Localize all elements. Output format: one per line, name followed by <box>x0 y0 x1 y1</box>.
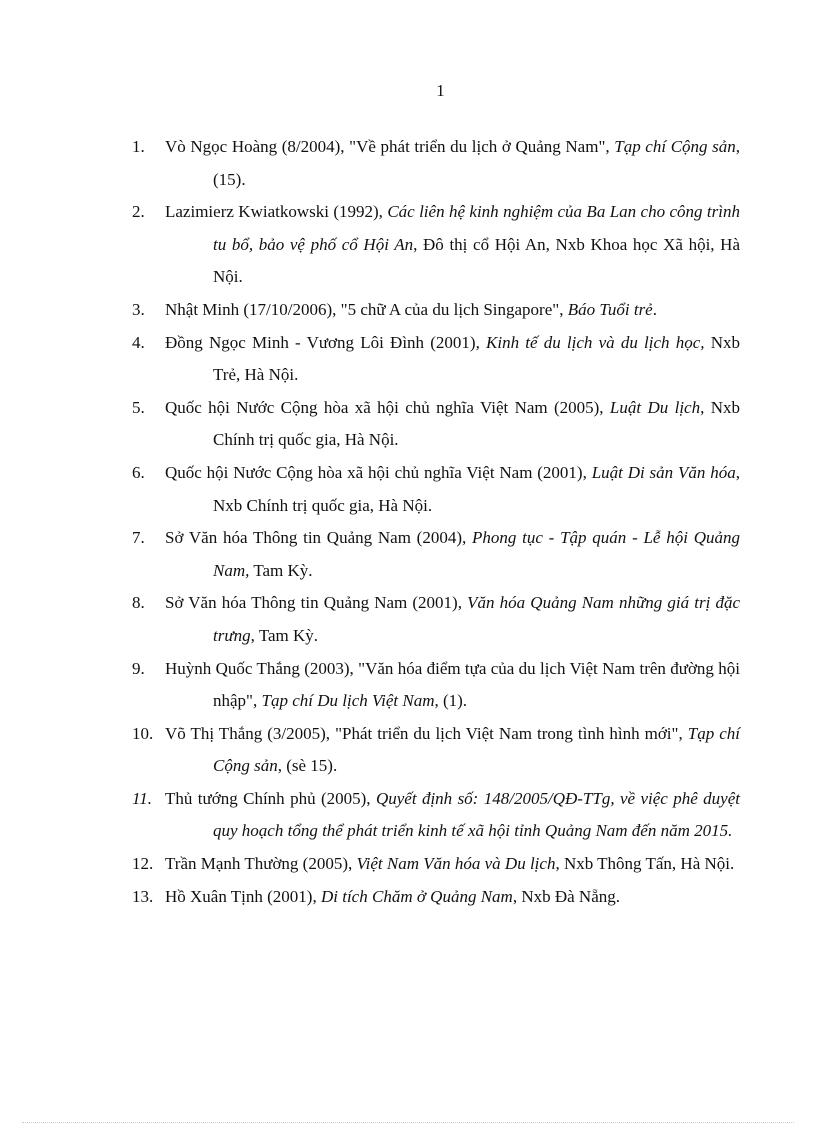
reference-title: Văn hóa Quảng Nam những giá trị đặc trưng <box>213 593 741 645</box>
reference-number: 6. <box>132 462 145 482</box>
reference-details: . <box>652 299 657 319</box>
reference-number: 10. <box>132 723 154 743</box>
reference-title: "5 chữ A của du lịch Singapore", <box>340 299 568 319</box>
reference-title: Các liên hệ kinh nghiệm của Ba Lan cho công trình tu bổ, bảo vệ phố cổ Hội An <box>213 202 740 254</box>
reference-author: Quốc hội Nước Cộng hòa xã hội chủ nghĩa Việt Nam (2005), <box>165 397 610 417</box>
reference-list <box>132 131 740 913</box>
reference-item <box>132 718 740 783</box>
reference-title: Luật Du lịch <box>609 397 701 417</box>
reference-title: "Về phát triển du lịch ở Quảng Nam", <box>349 137 615 156</box>
reference-details: , Nxb Chính trị quốc gia, Hà Nội. <box>213 397 740 450</box>
reference-item <box>132 587 740 652</box>
reference-source: Tạp chí Du lịch Việt Nam <box>261 691 435 711</box>
reference-source: Tạp chí Cộng sản <box>614 137 736 156</box>
reference-details: , Nxb Đà Nẵng. <box>512 886 620 906</box>
page-number: 1 <box>436 81 445 100</box>
reference-author: Đồng Ngọc Minh - Vương Lôi Đình (2001) <box>165 332 476 352</box>
reference-title: Quyết định số: 148/2005/QĐ-TTg, về việc phê duyệt quy hoạch tổng thể phát triển kinh tế xã hội tỉnh Quảng Nam đến năm 2015 <box>213 788 740 841</box>
reference-author: Quốc hội Nước Cộng hòa xã hội chủ nghĩa Việt Nam (2001), <box>165 462 592 482</box>
reference-title: Luật Di sản Văn hóa <box>591 462 736 482</box>
reference-title: Phong tục - Tập quán - Lễ hội Quảng Nam, <box>213 528 740 580</box>
reference-details: Nxb Trẻ, Hà Nội. <box>213 332 741 385</box>
reference-item <box>132 653 740 718</box>
reference-number: 8. <box>132 593 145 613</box>
reference-details: , (1). <box>434 691 468 711</box>
reference-item <box>132 294 740 327</box>
reference-author: Sở Văn hóa Thông tin Quảng Nam (2001), <box>165 593 468 613</box>
reference-author: Vò Ngọc Hoàng (8/2004), <box>165 137 350 156</box>
reference-item <box>132 881 740 914</box>
reference-item <box>132 196 740 294</box>
reference-details: , (sè 15). <box>277 756 338 776</box>
reference-author: Nhật Minh (17/10/2006), <box>165 299 341 319</box>
reference-author: Võ Thị Thắng (3/2005), <box>165 723 336 743</box>
reference-author: Huỳnh Quốc Thắng (2003), <box>165 658 359 678</box>
reference-item <box>132 392 740 457</box>
reference-details: , (15). <box>213 137 740 189</box>
reference-title: Di tích Chăm ở Quảng Nam <box>320 886 513 906</box>
reference-number: 13. <box>132 886 154 906</box>
reference-item <box>132 522 740 587</box>
reference-item <box>132 131 740 196</box>
reference-details: Tam Kỳ. <box>249 560 313 580</box>
reference-number: 4. <box>132 332 145 352</box>
reference-author: Thủ tướng Chính phủ (2005), <box>165 788 376 808</box>
reference-number: 5. <box>132 397 145 417</box>
reference-item <box>132 457 740 522</box>
reference-author: Lazimierz Kwiatkowski (1992), <box>165 202 388 222</box>
reference-item <box>132 327 740 392</box>
reference-item <box>132 848 740 881</box>
reference-number: 9. <box>132 658 145 678</box>
reference-author: Trần Mạnh Thường (2005), <box>165 854 357 874</box>
reference-title: "Văn hóa điểm tựa của du lịch Việt Nam trên đường hội nhập", <box>213 658 740 711</box>
reference-author: Hồ Xuân Tịnh (2001), <box>165 886 321 906</box>
reference-details: , Tam Kỳ. <box>250 625 319 645</box>
reference-details: . <box>728 821 733 841</box>
reference-title: Việt Nam Văn hóa và Du lịch <box>356 854 556 874</box>
reference-number: 2. <box>132 202 145 222</box>
reference-title: "Phát triển du lịch Việt Nam trong tình hình mới", <box>335 723 688 743</box>
reference-number: 7. <box>132 528 145 548</box>
reference-source: Tạp chí Cộng sản <box>213 723 740 776</box>
reference-source: Báo Tuổi trẻ <box>567 299 653 319</box>
reference-number: 12. <box>132 854 154 874</box>
reference-title: , Kinh tế du lịch và du lịch học, <box>475 332 705 352</box>
reference-number: 11. <box>132 788 152 808</box>
reference-details: , Đô thị cổ Hội An, Nxb Khoa học Xã hội, Hà Nội. <box>213 234 740 287</box>
reference-number: 1. <box>132 137 145 156</box>
reference-number: 3. <box>132 299 145 319</box>
reference-item <box>132 783 740 848</box>
reference-author: Sở Văn hóa Thông tin Quảng Nam (2004), <box>165 528 473 548</box>
reference-details: , Nxb Thông Tấn, Hà Nội. <box>555 854 735 874</box>
reference-details: , Nxb Chính trị quốc gia, Hà Nội. <box>213 462 740 515</box>
